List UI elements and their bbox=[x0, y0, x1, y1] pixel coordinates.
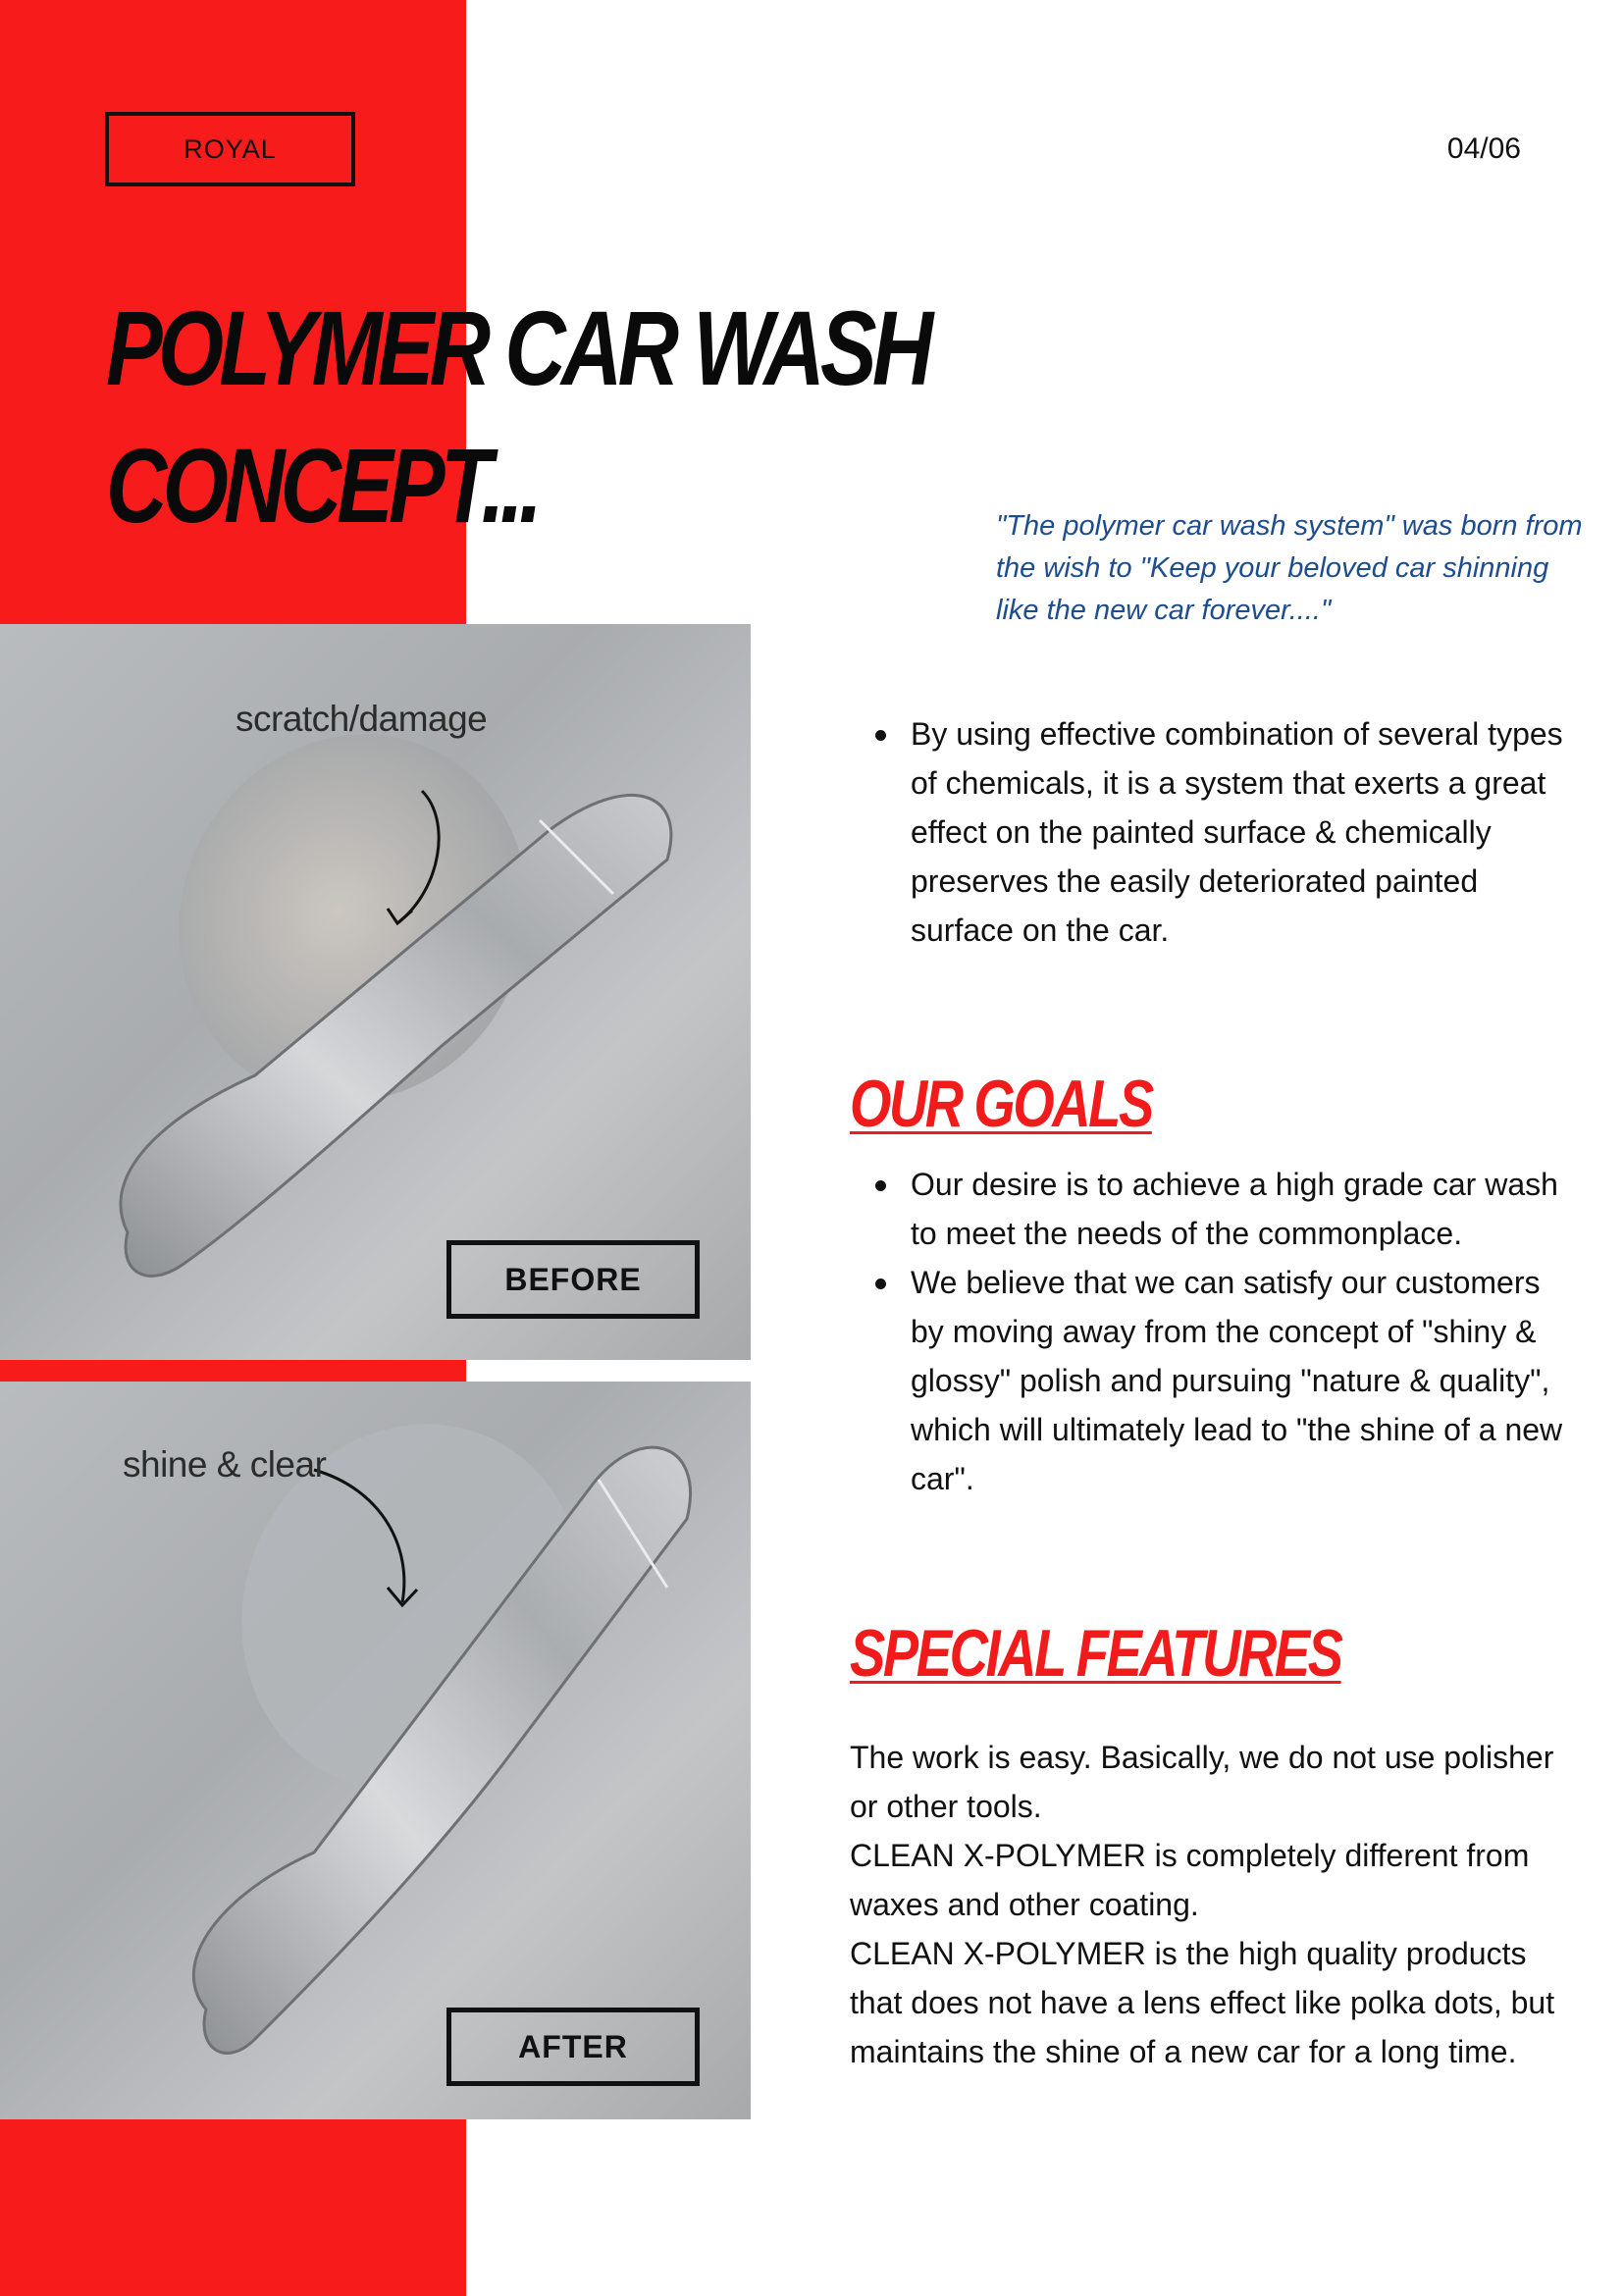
brand-box bbox=[105, 112, 355, 186]
after-label bbox=[446, 2008, 700, 2086]
list-item: By using effective combination of several types of chemicals, it is a system that exerts a great effect on the painted surface & chemically preserves the easily deteriorated painted surface on the car. bbox=[873, 709, 1570, 955]
features-paragraph: CLEAN X-POLYMER is completely different from waxes and other coating. bbox=[850, 1838, 1530, 1922]
before-photo bbox=[0, 624, 751, 1360]
shine-clear-annotation: shine & clear bbox=[123, 1444, 327, 1485]
title-line-1: POLYMER CAR WASH bbox=[106, 288, 929, 407]
title-line-2: CONCEPT... bbox=[106, 426, 539, 545]
page-title bbox=[106, 280, 928, 554]
page-number: 04/06 bbox=[1446, 132, 1521, 165]
scratch-damage-annotation: scratch/damage bbox=[236, 699, 488, 739]
list-item: Our desire is to achieve a high grade car wash to meet the needs of the commonplace. bbox=[873, 1160, 1570, 1258]
special-features-heading: SPECIAL FEATURES bbox=[850, 1616, 1341, 1691]
features-paragraph: CLEAN X-POLYMER is the high quality products that does not have a lens effect like polka dots, but maintains the shine of a new car for a long time. bbox=[850, 1936, 1555, 2069]
intro-quote: "The polymer car wash system" was born from the wish to "Keep your beloved car shinning like the new car forever...." bbox=[996, 510, 1583, 626]
goals-bullet-list bbox=[873, 1160, 1570, 1503]
list-item: We believe that we can satisfy our customers by moving away from the concept of "shiny & glossy" polish and pursuing "nature & quality", which will ultimately lead to "the shine of a new car". bbox=[873, 1258, 1570, 1503]
after-photo bbox=[0, 1382, 751, 2119]
our-goals-heading: OUR GOALS bbox=[850, 1067, 1152, 1141]
before-label-text: BEFORE bbox=[504, 1261, 642, 1297]
intro-bullet-list bbox=[873, 709, 1570, 955]
brand-name: ROYAL bbox=[183, 133, 277, 164]
special-features-text bbox=[850, 1733, 1576, 2076]
features-paragraph: The work is easy. Basically, we do not use polisher or other tools. bbox=[850, 1740, 1554, 1824]
after-label-text: AFTER bbox=[518, 2028, 628, 2064]
before-label bbox=[446, 1240, 700, 1319]
